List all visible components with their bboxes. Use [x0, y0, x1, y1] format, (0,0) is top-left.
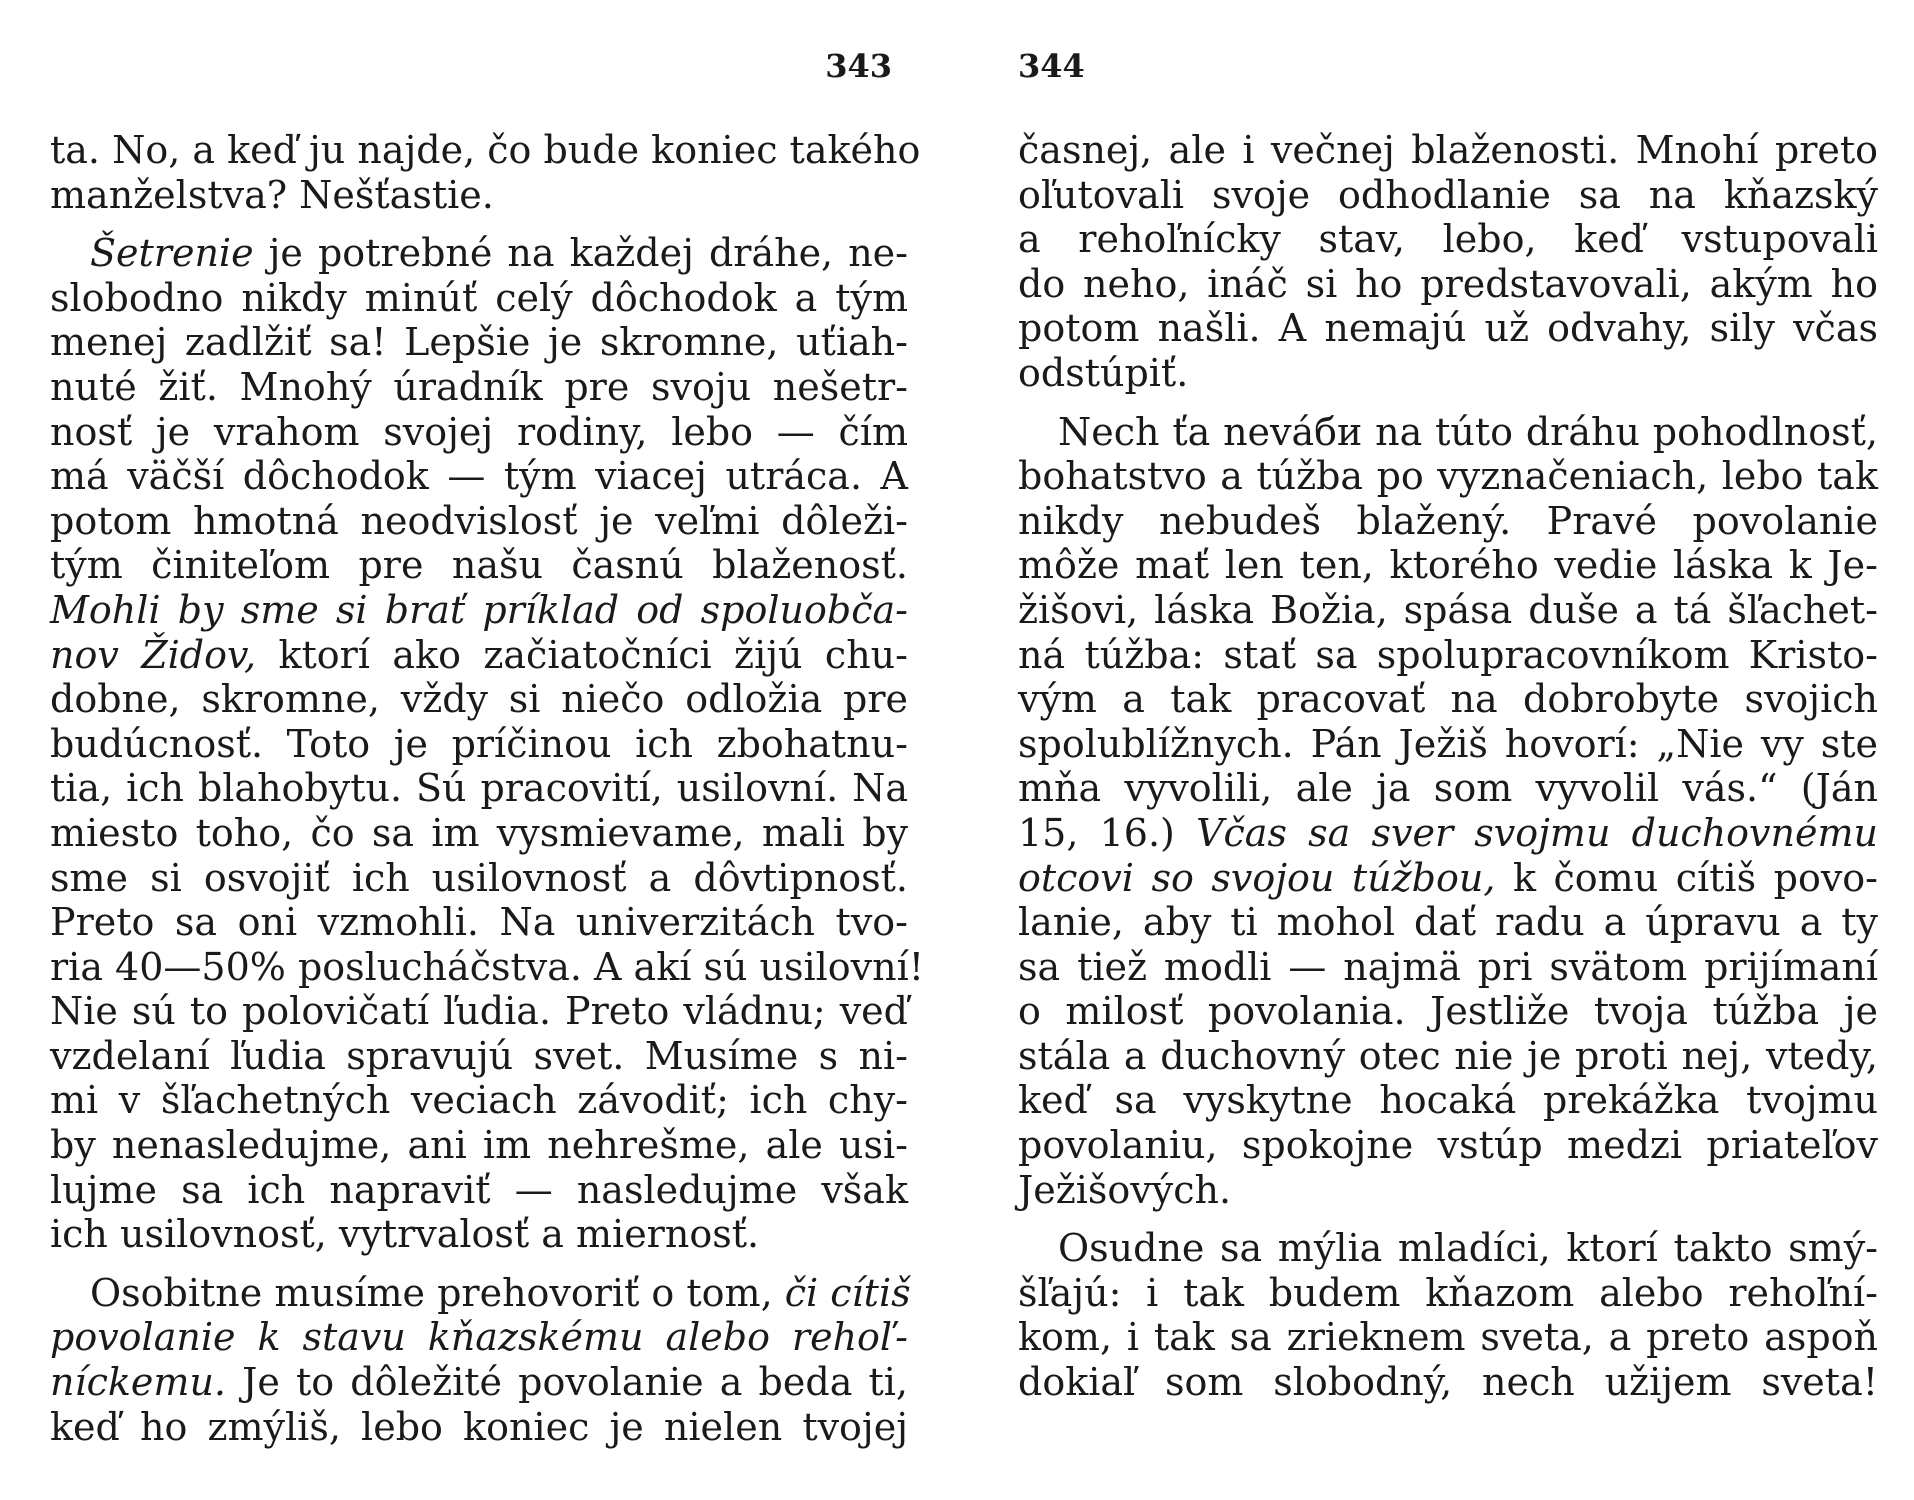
italic-text: níckemu. — [50, 1360, 227, 1405]
text-line — [50, 989, 908, 1034]
italic-text: Mohli by sme si brať príklad od spoluobča- — [50, 587, 908, 632]
text-line — [1018, 1360, 1878, 1405]
text-line — [1018, 262, 1878, 307]
body-text: Je to dôležité povolanie a beda ti, — [226, 1360, 908, 1405]
text-line — [1018, 633, 1878, 678]
text-line — [50, 1360, 908, 1405]
text-line — [1018, 499, 1878, 544]
text-line — [1018, 766, 1878, 811]
body-text: potom našli. A nemajú už odvahy, sily včas — [1018, 306, 1878, 351]
text-line — [1018, 306, 1878, 351]
text-line — [50, 677, 908, 722]
italic-text: povolanie k stavu kňazskému alebo rehoľ- — [50, 1315, 908, 1360]
body-text: lujme sa ich napraviť — nasledujme však — [50, 1167, 908, 1212]
text-line — [1018, 677, 1878, 722]
text-line — [1018, 1271, 1878, 1316]
body-text: bohatstvo a túžba po vyznačeniach, lebo tak — [1018, 454, 1878, 499]
italic-text: Včas sa sver svojmu duchovnému — [1196, 810, 1878, 855]
body-text: ta. No, a keď ju najde, čo bude koniec takého — [50, 128, 921, 172]
text-line — [50, 1123, 908, 1168]
body-text: k čomu cítiš povo- — [1495, 855, 1879, 900]
text-line — [50, 231, 908, 276]
text-line — [1018, 900, 1878, 945]
text-line — [1018, 588, 1878, 633]
body-text: odstúpiť. — [1018, 350, 1189, 395]
text-line — [1018, 811, 1878, 856]
body-text: nosť je vrahom svojej rodiny, lebo — čím — [50, 409, 908, 454]
body-text: Ježišových. — [1018, 1167, 1232, 1212]
body-text: časnej, ale i večnej blaženosti. Mnohí preto — [1018, 128, 1878, 172]
text-line — [50, 499, 908, 544]
body-text: do neho, ináč si ho predstavovali, akým ho — [1018, 261, 1878, 306]
body-text: keď sa vyskytne hocaká prekážka tvojmu — [1018, 1078, 1878, 1123]
body-text: nikdy nebudeš blažený. Pravé povolanie — [1018, 498, 1878, 543]
right-page-text — [1018, 128, 1878, 1405]
text-line — [1018, 454, 1878, 499]
text-line — [50, 633, 908, 678]
left-page — [50, 0, 925, 1500]
body-text: vzdelaní ľudia spravujú svet. Musíme s ni- — [50, 1033, 908, 1078]
text-line — [1018, 856, 1878, 901]
text-line — [50, 276, 908, 321]
body-text: tia, ich blahobytu. Sú pracovití, usilovní. Na — [50, 766, 908, 811]
text-line — [50, 1034, 908, 1079]
paragraph-gap — [50, 1257, 908, 1271]
text-line — [50, 1168, 908, 1213]
text-line — [50, 1315, 908, 1360]
body-text: sme si osvojiť ich usilovnosť a dôvtipnosť. — [50, 855, 908, 900]
text-line — [50, 1405, 908, 1450]
text-line — [50, 811, 908, 856]
body-text: stála a duchovný otec nie je proti nej, vtedy, — [1018, 1033, 1878, 1078]
body-text: Preto sa oni vzmohli. Na univerzitách tvo- — [50, 900, 908, 945]
text-line — [50, 900, 908, 945]
text-line — [50, 1078, 908, 1123]
text-line — [50, 722, 908, 767]
paragraph-gap — [50, 217, 908, 231]
body-text: tým činiteľom pre našu časnú blaženosť. — [50, 543, 908, 588]
text-line — [1018, 945, 1878, 990]
text-line — [1018, 173, 1878, 218]
paragraph-gap — [1018, 396, 1878, 410]
body-text: miesto toho, čo sa im vysmievame, mali by — [50, 810, 908, 855]
body-text: potom hmotná neodvislosť je veľmi dôleži- — [50, 498, 908, 543]
text-line — [1018, 722, 1878, 767]
body-text: 15, 16.) — [1018, 810, 1197, 855]
text-line — [50, 543, 908, 588]
body-text: by nenasledujme, ani im nehrešme, ale usi- — [50, 1123, 908, 1168]
body-text: Osobitne musíme prehovoriť o tom, — [90, 1270, 785, 1315]
body-text: kom, i tak sa zrieknem sveta, a preto aspoň — [1018, 1315, 1878, 1360]
body-text: vým a tak pracovať na dobrobyte svojich — [1018, 677, 1878, 722]
text-line — [50, 128, 921, 173]
body-text: spolublížnych. Pán Ježiš hovorí: „Nie vy ste — [1018, 721, 1878, 766]
body-text: Osudne sa mýlia mladíci, ktorí takto smý- — [1058, 1226, 1878, 1271]
body-text: dobne, skromne, vždy si niečo odložia pre — [50, 677, 908, 722]
body-text: šľajú: i tak budem kňazom alebo rehoľní- — [1018, 1270, 1878, 1315]
body-text: a rehoľnícky stav, lebo, keď vstupovali — [1018, 217, 1878, 262]
right-page-number: 344 — [1018, 47, 1085, 85]
body-text: mi v šľachetných veciach závodiť; ich chy- — [50, 1078, 908, 1123]
body-text: o milosť povolania. Jestliže tvoja túžba je — [1018, 989, 1878, 1034]
body-text: oľutovali svoje odhodlanie sa na kňazský — [1018, 172, 1878, 217]
text-line — [1018, 217, 1878, 262]
text-line — [1018, 351, 1878, 396]
left-page-number: 343 — [825, 47, 892, 85]
text-line — [1018, 1168, 1878, 1213]
text-line — [1018, 1226, 1878, 1271]
body-text: slobodno nikdy minúť celý dôchodok a tým — [50, 275, 908, 320]
body-text: menej zadlžiť sa! Lepšie je skromne, uťiah- — [50, 320, 908, 365]
text-line — [50, 856, 908, 901]
body-text: ich usilovnosť, vytrvalosť a miernosť. — [50, 1212, 760, 1257]
text-line — [1018, 1078, 1878, 1123]
body-text: môže mať len ten, ktorého vedie láska k Je- — [1018, 543, 1878, 588]
text-line — [1018, 989, 1878, 1034]
italic-text: či cítiš — [784, 1270, 911, 1315]
text-line — [50, 944, 925, 990]
text-line — [50, 365, 908, 410]
text-line — [50, 766, 908, 811]
body-text: nuté žiť. Mnohý úradník pre svoju nešetr- — [50, 364, 908, 409]
body-text: sa tiež modli — najmä pri svätom prijímaní — [1018, 944, 1878, 989]
text-line — [50, 588, 908, 633]
body-text: povolaniu, spokojne vstúp medzi priateľov — [1018, 1123, 1878, 1168]
body-text: je potrebné na každej dráhe, ne- — [253, 231, 908, 276]
body-text: Nech ťa neváби na túto dráhu pohodlnosť, — [1058, 409, 1878, 454]
text-line — [50, 1270, 911, 1316]
body-text: ria 40—50% poslucháčstva. A akí sú usilovní! — [50, 944, 925, 989]
text-line — [1018, 1123, 1878, 1168]
body-text: lanie, aby ti mohol dať radu a úpravu a ty — [1018, 900, 1878, 945]
text-line — [50, 1212, 908, 1257]
text-line — [50, 454, 908, 499]
body-text: keď ho zmýliš, lebo koniec je nielen tvojej — [50, 1404, 908, 1449]
body-text: ktorí ako začiatočníci žijú chu- — [256, 632, 908, 677]
body-text: žišovi, láska Božia, spása duše a tá šľachet- — [1018, 587, 1878, 632]
right-page — [1018, 0, 1878, 1500]
italic-text: Šetrenie — [90, 231, 254, 276]
left-page-text — [50, 128, 925, 1449]
paragraph-gap — [1018, 1212, 1878, 1226]
text-line — [50, 320, 908, 365]
text-line — [1018, 410, 1878, 455]
body-text: má väčší dôchodok — tým viacej utráca. A — [50, 454, 908, 499]
body-text: manželstva? Nešťastie. — [50, 172, 494, 217]
text-line — [50, 173, 908, 218]
text-line — [50, 410, 908, 455]
text-line — [1018, 128, 1878, 173]
body-text: dokiaľ som slobodný, nech užijem sveta! — [1018, 1360, 1878, 1405]
text-line — [1018, 1315, 1878, 1360]
body-text: Nie sú to polovičatí ľudia. Preto vládnu; veď — [50, 989, 908, 1034]
italic-text: nov Židov, — [50, 632, 257, 677]
italic-text: otcovi so svojou túžbou, — [1018, 855, 1496, 900]
body-text: mňa vyvolili, ale ja som vyvolil vás.“ (Ján — [1018, 766, 1878, 811]
text-line — [1018, 543, 1878, 588]
body-text: budúcnosť. Toto je príčinou ich zbohatnu- — [50, 721, 908, 766]
text-line — [1018, 1034, 1878, 1079]
body-text: ná túžba: stať sa spolupracovníkom Kristo- — [1018, 632, 1878, 677]
